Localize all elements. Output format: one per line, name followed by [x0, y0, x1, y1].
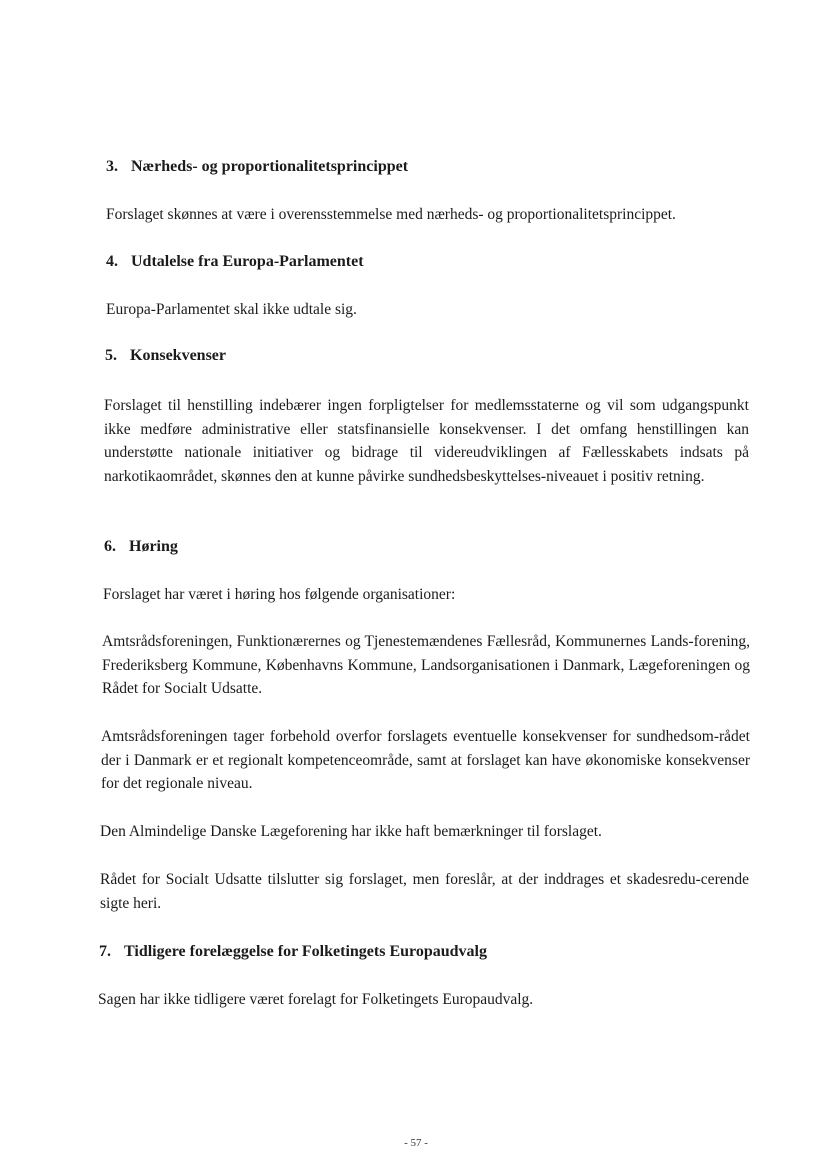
- paragraph: Sagen har ikke tidligere været forelagt for Folketingets Europaudvalg.: [98, 991, 534, 1008]
- section-title: Konsekvenser: [130, 347, 226, 364]
- section-heading-3: [106, 157, 408, 177]
- section-number: 3.: [106, 158, 118, 175]
- paragraph: Europa-Parlamentet skal ikke udtale sig.: [106, 301, 357, 318]
- paragraph: Rådet for Socialt Udsatte tilslutter sig forslaget, men foreslår, at der inddrages et skadesredu-cerende sigte heri.: [100, 871, 749, 912]
- page-number: - 57 -: [404, 1137, 428, 1149]
- section-title: Udtalelse fra Europa-Parlamentet: [131, 253, 364, 270]
- paragraph: Den Almindelige Danske Lægeforening har ikke haft bemærkninger til forslaget.: [100, 823, 602, 840]
- section-number: 5.: [105, 347, 117, 364]
- section-heading-4: [106, 252, 364, 272]
- section-title: Nærheds- og proportionalitetsprincippet: [131, 158, 409, 175]
- section-number: 6.: [104, 538, 116, 555]
- section-number: 4.: [106, 253, 118, 270]
- section-heading-6: [104, 537, 178, 557]
- section-heading-7: [99, 942, 487, 962]
- section-title: Tidligere forelæggelse for Folketingets Europaudvalg: [124, 943, 487, 960]
- paragraph: Forslaget har været i høring hos følgende organisationer:: [103, 586, 456, 603]
- section-heading-5: [105, 346, 226, 366]
- section-number: 7.: [99, 943, 111, 960]
- paragraph: Forslaget til henstilling indebærer ingen forpligtelser for medlemsstaterne og vil som udgangspunkt ikke medføre administrative eller statsfinansielle konsekvenser. I det omfang henstillingen kan understøtte nationale initiativer og bidrage til videreudviklingen af Fællesskabets indsats på narkotikaområdet, skønnes den at kunne påvirke sundhedsbeskyttelses-niveauet i positiv retning.: [104, 397, 749, 485]
- paragraph: Amtsrådsforeningen tager forbehold overfor forslagets eventuelle konsekvenser for sundhedsom-rådet der i Danmark er et regionalt kompetenceområde, samt at forslaget kan have økonomiske konsekvenser for det regionale niveau.: [101, 728, 750, 792]
- paragraph: Amtsrådsforeningen, Funktionærernes og Tjenestemændenes Fællesråd, Kommunernes Lands-forening, Frederiksberg Kommune, Københavns Kommune, Landsorganisationen i Danmark, Lægeforeningen og Rådet for Socialt Udsatte.: [102, 633, 750, 697]
- section-title: Høring: [129, 538, 178, 555]
- paragraph: Forslaget skønnes at være i overensstemmelse med nærheds- og proportionalitetsprincippet.: [106, 206, 676, 223]
